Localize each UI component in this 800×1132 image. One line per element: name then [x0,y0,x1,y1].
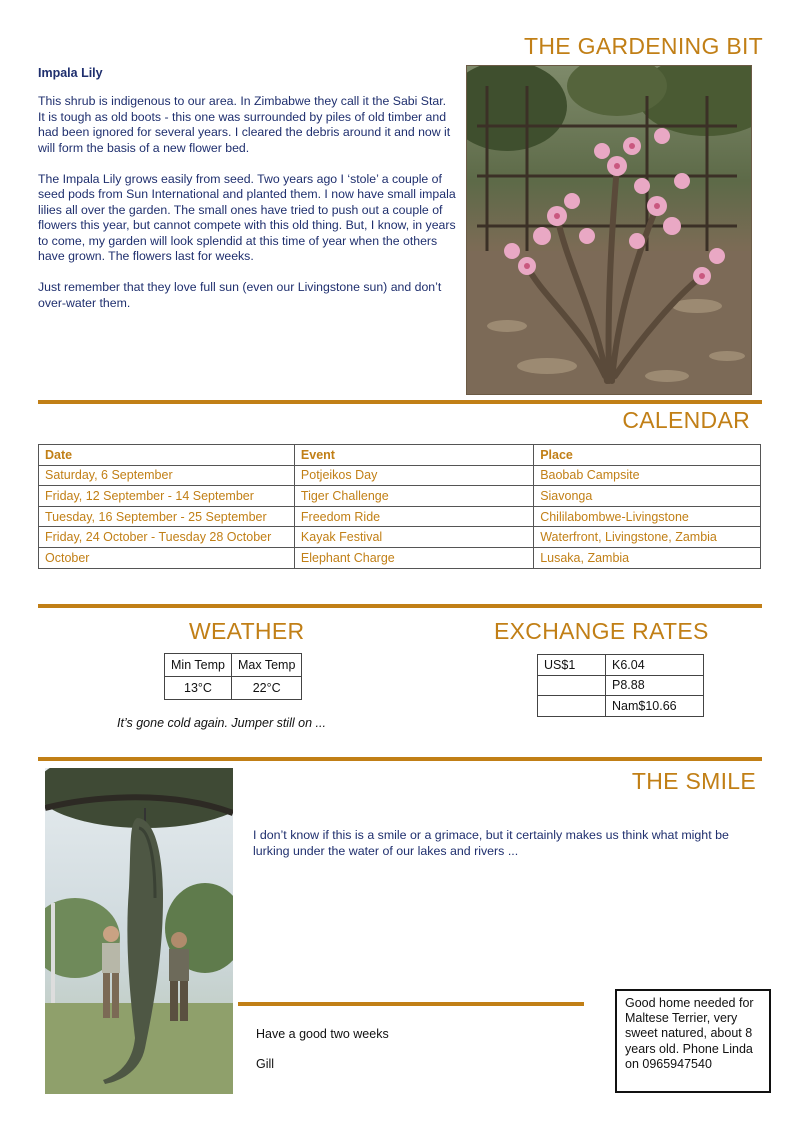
base-currency [538,696,606,717]
event-date: Friday, 12 September - 14 September [39,486,295,507]
table-row [39,506,761,527]
column-header-event: Event [294,445,533,466]
signoff-message: Have a good two weeks [256,1027,389,1041]
rate-value: Nam$10.66 [606,696,704,717]
section-divider [38,400,762,404]
event-name: Freedom Ride [294,506,533,527]
smile-heading: THE SMILE [631,768,756,794]
event-place: Baobab Campsite [534,465,761,486]
exchange-rates-heading: EXCHANGE RATES [494,618,709,644]
crocodile-photo [45,768,233,1094]
max-temp-value: 22°C [231,677,301,700]
min-temp-label: Min Temp [165,654,232,677]
exchange-rates-table [537,654,704,717]
max-temp-label: Max Temp [231,654,301,677]
event-place: Lusaka, Zambia [534,547,761,568]
table-header-row [39,445,761,466]
event-place: Siavonga [534,486,761,507]
event-place: Chililabombwe-Livingstone [534,506,761,527]
table-row [538,675,704,696]
event-name: Kayak Festival [294,527,533,548]
smile-caption: I don’t know if this is a smile or a grimace, but it certainly makes us think what might be lurking under the water of our lakes and rivers ... [253,828,729,858]
gardening-article [38,94,456,327]
event-date: October [39,547,295,568]
rate-value: K6.04 [606,655,704,676]
weather-heading: WEATHER [189,618,305,644]
event-place: Waterfront, Livingstone, Zambia [534,527,761,548]
table-row [165,654,302,677]
base-currency: US$1 [538,655,606,676]
classified-notice: Good home needed for Maltese Terrier, very sweet natured, about 8 years old. Phone Linda on 0965947540 [615,989,771,1093]
event-name: Potjeikos Day [294,465,533,486]
min-temp-value: 13°C [165,677,232,700]
table-row [39,527,761,548]
section-divider [38,757,762,761]
section-divider [38,604,762,608]
weather-note: It’s gone cold again. Jumper still on ... [117,716,326,730]
event-name: Elephant Charge [294,547,533,568]
table-row [39,486,761,507]
calendar-table [38,444,761,569]
table-row [39,465,761,486]
table-row [39,547,761,568]
event-date: Saturday, 6 September [39,465,295,486]
gardening-paragraph: The Impala Lily grows easily from seed. Two years ago I ‘stole’ a couple of seed pods from Sun International and planted them. I now have small impala lilies all over the garden. The small ones have tried to push out a couple of flowers this year, but cannot compete with this old thing. But, I know, in years to come, my garden will look splendid at this time of year when the others have grown. The flowers last for weeks. [38,171,456,263]
base-currency [538,675,606,696]
signoff-name: Gill [256,1057,275,1071]
event-name: Tiger Challenge [294,486,533,507]
section-divider [238,1002,584,1006]
event-date: Friday, 24 October - Tuesday 28 October [39,527,295,548]
plant-title: Impala Lily [38,66,103,80]
rate-value: P8.88 [606,675,704,696]
event-date: Tuesday, 16 September - 25 September [39,506,295,527]
table-row [538,696,704,717]
table-row [538,655,704,676]
column-header-date: Date [39,445,295,466]
gardening-paragraph: This shrub is indigenous to our area. In Zimbabwe they call it the Sabi Star. It is tough as old boots - this one was surrounded by piles of old timber and had been ignored for several years. I cleared the debris around it and now it will form the basis of a new flower bed. [38,94,451,155]
weather-table [164,653,302,700]
column-header-place: Place [534,445,761,466]
gardening-heading: THE GARDENING BIT [524,33,763,59]
gardening-paragraph: Just remember that they love full sun (even our Livingstone sun) and don’t over-water them. [38,280,442,310]
table-row [165,677,302,700]
calendar-heading: CALENDAR [622,407,750,433]
impala-lily-photo [466,65,752,395]
